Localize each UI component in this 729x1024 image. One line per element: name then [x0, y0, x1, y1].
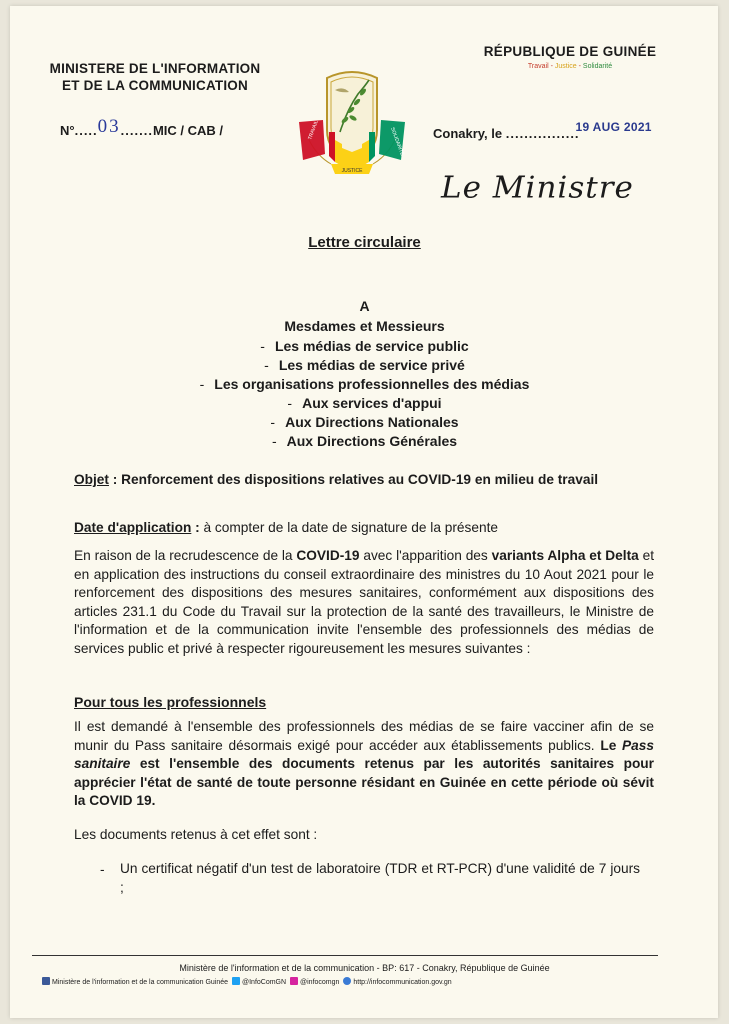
footer-facebook: Ministère de l'information et de la communication Guinée — [52, 979, 229, 986]
ministry-line-2: ET DE LA COMMUNICATION — [62, 78, 248, 93]
motto-word-1: Travail — [527, 63, 549, 70]
motto-word-2: Justice — [554, 63, 577, 70]
ministry-name — [30, 60, 280, 94]
ref-prefix: N° — [60, 123, 75, 138]
footer-instagram: @infocomgn — [300, 979, 340, 986]
recipient-label: Les organisations professionnelles des médias — [214, 376, 530, 392]
globe-icon — [343, 977, 351, 985]
object-label: Objet — [74, 472, 109, 487]
recipient-item: - Aux Directions Nationales — [270, 414, 459, 430]
ref-suffix: MIC / CAB / — [152, 123, 224, 138]
recipient-label: Aux Directions Nationales — [285, 414, 459, 430]
recipient-item: - Les médias de service public — [260, 338, 469, 354]
p1-variants: variants Alpha et Delta — [491, 548, 639, 563]
signature-title: Le Ministre — [441, 170, 634, 206]
recipient-label: Aux Directions Générales — [286, 433, 458, 449]
application-separator: : — [191, 520, 200, 535]
recipient-label: Les médias de service privé — [278, 357, 465, 373]
recipient-label: Les médias de service public — [274, 338, 469, 354]
place-label: Conakry, le — [433, 126, 503, 141]
p1-covid: COVID-19 — [296, 548, 360, 563]
republic-header — [460, 44, 680, 70]
application-label: Date d'application — [74, 520, 192, 535]
bullet-item-1: Un certificat négatif d'un test de laboratoire (TDR et RT-PCR) d'une validité de 7 jours ; — [120, 861, 640, 895]
date-stamp: 19 AUG 2021 — [575, 120, 652, 134]
coat-of-arms-icon — [295, 60, 410, 180]
seal-text-bottom: JUSTICE — [341, 168, 363, 174]
place-and-date: Conakry, le ................19 AUG 2021 — [433, 120, 652, 141]
reference-number: N°.....03.......MIC / CAB / — [60, 116, 224, 138]
p1-text-e: et en application des instructions du conseil extraordinaire des ministres du 10 Aout 2021 pour le renforcement des dispositions des mesures sanitaires, conformément aux dispositions des articles 231.1 du Code du Travail sur la protection de la santé des travailleurs, le Ministre de l'information et de la communication invite l'ensemble des professionnels des médias de services public et privé à respecter rigoureusement les mesures suivantes : — [74, 548, 654, 656]
p2-text-a: Il est demandé à l'ensemble des professionnels des médias de se faire vacciner afin de se munir du Pass sanitaire désormais exigé pour accéder aux établissements publics. — [74, 719, 654, 753]
p2-text-b: Le — [600, 737, 623, 753]
p2-pass-sanitaire: Pass sanitaire — [74, 737, 654, 771]
section-heading: Pour tous les professionnels — [74, 694, 267, 710]
seal-text-left: TRAVAIL — [307, 119, 320, 141]
footer-address: Ministère de l'information et de la communication - BP: 617 - Conakry, République de Guinée — [179, 963, 550, 973]
facebook-icon — [42, 977, 50, 985]
ref-number: 03 — [97, 116, 121, 137]
body-paragraph-3: Les documents retenus à cet effet sont : — [74, 827, 318, 842]
recipient-item: - Les organisations professionnelles des médias — [199, 376, 530, 392]
addressee-a: A — [359, 298, 370, 314]
bullet-dash: - — [100, 862, 105, 877]
object-line — [74, 471, 654, 490]
instagram-icon — [290, 977, 298, 985]
recipient-label: Aux services d'appui — [302, 395, 442, 411]
footer-website[interactable]: http://infocommunication.gov.gn — [353, 979, 452, 986]
p2-text-d: est l'ensemble des documents retenus par les autorités sanitaires pour apprécier l'état de santé de toute personne résidant en Guinée en cette période où sévit la COVID 19. — [74, 756, 654, 808]
footer-twitter: @InfoComGN — [242, 979, 287, 986]
seal-text-right: SOLIDARITÉ — [389, 126, 405, 157]
p1-text-c: avec l'apparition des — [359, 548, 492, 563]
addressee-salutation: Mesdames et Messieurs — [284, 318, 445, 334]
twitter-icon — [232, 977, 240, 985]
footer-divider — [32, 955, 658, 956]
p1-text-a: En raison de la recrudescence de la — [74, 548, 297, 563]
application-text: à compter de la date de signature de la présente — [199, 520, 498, 535]
republic-title: RÉPUBLIQUE DE GUINÉE — [483, 44, 657, 59]
recipient-item: - Aux Directions Générales — [271, 433, 458, 449]
ministry-line-1: MINISTERE DE L'INFORMATION — [49, 61, 261, 76]
coat-of-arms-seal — [295, 60, 410, 180]
body-paragraph-1 — [74, 547, 654, 658]
recipient-item: - Aux services d'appui — [287, 395, 442, 411]
body-paragraph-2 — [74, 718, 654, 811]
application-date-line — [74, 519, 654, 538]
object-text: : Renforcement des dispositions relatives au COVID-19 en milieu de travail — [108, 472, 599, 487]
national-motto: Travail - Justice - Solidarité — [527, 63, 613, 70]
recipient-item: - Les médias de service privé — [264, 357, 465, 373]
document-title: Lettre circulaire — [308, 234, 421, 251]
motto-word-3: Solidarité — [582, 63, 613, 70]
footer-social — [40, 977, 680, 986]
